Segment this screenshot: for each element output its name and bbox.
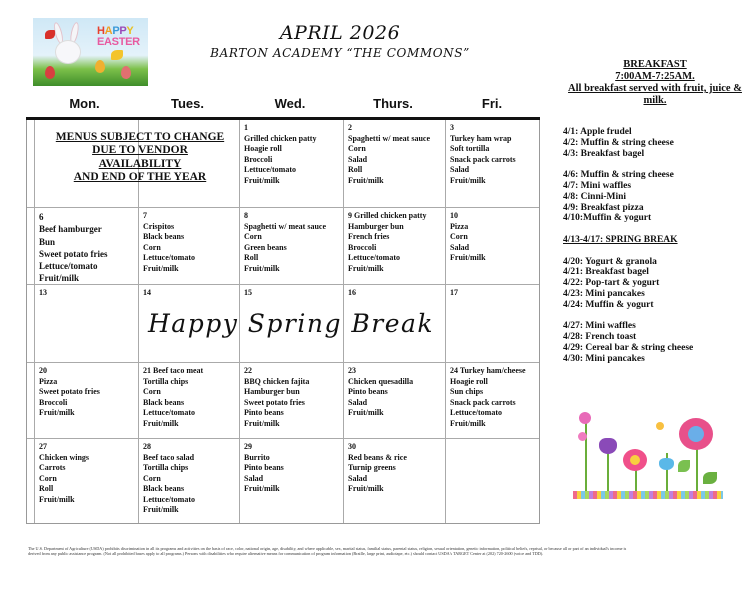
menu-item: Snack pack carrots — [450, 397, 516, 407]
menu-item: Fruit/milk — [348, 484, 384, 493]
menu-item: Black beans — [143, 397, 185, 407]
menu-item: Pinto beans — [348, 387, 388, 396]
menu-item: Salad — [348, 154, 368, 164]
menu-item: BBQ chicken fajita — [244, 376, 310, 386]
day-number: 8 — [244, 211, 248, 220]
menu-item: Pinto beans — [244, 463, 284, 472]
day-number: 1 — [244, 123, 248, 132]
menu-item: Hoagie roll — [244, 144, 282, 153]
day-cell-3 — [446, 120, 520, 189]
day-number: 30 — [348, 442, 356, 451]
menu-item: Fruit/milk — [143, 263, 179, 273]
day-number: 27 — [39, 442, 47, 451]
menu-item: Beef hamburger — [39, 224, 102, 235]
menu-item: Broccoli — [244, 154, 273, 164]
day-cell-15 — [240, 285, 256, 302]
breakfast-item: 4/3: Breakfast bagel — [563, 148, 645, 159]
menu-item: French fries — [348, 232, 390, 241]
menu-item: Carrots — [39, 463, 66, 472]
menu-item: Black beans — [143, 484, 185, 493]
easter-egg-icon — [95, 60, 105, 73]
day-cell-23 — [344, 363, 417, 422]
menu-item: Lettuce/tomato — [348, 253, 400, 262]
weekday-header-fri: Fri. — [481, 96, 503, 111]
menu-item: Fruit/milk — [244, 484, 280, 493]
menu-item: Sun chips — [450, 387, 484, 396]
menu-item: Hamburger bun — [244, 387, 300, 396]
menu-item: Grilled chicken patty — [244, 133, 317, 143]
breakfast-title: BREAKFAST — [623, 59, 687, 70]
menu-item: Corn — [450, 232, 468, 241]
menu-item: Corn — [348, 144, 366, 153]
day-cell-8 — [240, 208, 330, 277]
menu-item: Salad — [348, 473, 368, 483]
day-number: 29 — [244, 442, 252, 451]
flower-center-icon — [688, 426, 704, 442]
menu-item: Fruit/milk — [450, 418, 486, 428]
menu-item: Lettuce/tomato — [143, 408, 195, 417]
breakfast-item: 4/2: Muffin & string cheese — [563, 137, 674, 148]
menu-item: Roll — [348, 165, 363, 174]
menu-item: Turkey ham wrap — [450, 133, 512, 143]
menu-item: Pizza — [39, 376, 58, 386]
menu-item: Pinto beans — [244, 408, 284, 417]
tulip-icon — [599, 438, 617, 454]
breakfast-time: 7:00AM-7:25AM. — [615, 71, 695, 82]
menu-item: Bun — [39, 236, 56, 247]
day-cell-9 — [344, 208, 430, 277]
day-cell-6 — [35, 208, 111, 288]
breakfast-item: 4/22: Pop-tart & yogurt — [563, 278, 660, 289]
leaf-icon — [678, 460, 690, 472]
menu-item: Corn — [39, 473, 57, 483]
menu-item: Fruit/milk — [244, 263, 280, 273]
day-number: 20 — [39, 366, 47, 375]
menu-item: Beef taco salad — [143, 452, 195, 462]
menu-item: Broccoli — [39, 397, 68, 407]
day-number: 14 — [143, 288, 151, 297]
day-number: 7 — [143, 211, 147, 220]
menu-item: Tortilla chips — [143, 376, 189, 386]
day-cell-29 — [240, 439, 288, 498]
menu-item: Broccoli — [348, 242, 377, 252]
weekday-header-row — [26, 96, 540, 114]
menu-item: Fruit/milk — [39, 408, 75, 417]
day-number: 17 — [450, 288, 458, 297]
menu-item: Salad — [244, 473, 264, 483]
breakfast-spring-break: 4/13-4/17: SPRING BREAK — [563, 234, 678, 245]
day-cell-1 — [240, 120, 320, 189]
menu-item: Burrito — [244, 452, 270, 462]
menu-item: Fruit/milk — [244, 418, 280, 428]
menu-item: Black beans — [143, 232, 185, 241]
day-number: 2 — [348, 123, 352, 132]
day-cell-14 — [139, 285, 155, 302]
breakfast-item: 4/8: Cinni-Mini — [563, 191, 627, 202]
breakfast-heading — [560, 59, 750, 107]
menu-item: Red beans & rice — [348, 452, 407, 462]
menu-item: Sweet potato fries — [244, 397, 305, 407]
day-number: 23 — [348, 366, 356, 375]
day-cell-16 — [344, 285, 360, 302]
menu-item: Lettuce/tomato — [143, 494, 195, 504]
butterfly-icon — [656, 422, 664, 430]
day-cell-2 — [344, 120, 434, 189]
menu-item: Roll — [244, 253, 259, 262]
day-cell-28 — [139, 439, 199, 519]
menu-item: Roll — [39, 484, 54, 493]
menu-item: Fruit/milk — [348, 175, 384, 185]
menu-item: Tortilla chips — [143, 463, 189, 472]
menu-item: Chicken wings — [39, 452, 90, 462]
breakfast-item: 4/23: Mini pancakes — [563, 288, 645, 299]
menu-change-notice — [40, 131, 240, 185]
day-number: 22 — [244, 366, 252, 375]
menu-item: Lettuce/tomato — [143, 253, 195, 262]
flower-stem-icon — [585, 416, 587, 491]
breakfast-item: 4/10:Muffin & yogurt — [563, 213, 652, 224]
menu-item: Pizza — [450, 221, 469, 231]
day-number: 13 — [39, 288, 47, 297]
day-number: 3 — [450, 123, 454, 132]
menu-item: Fruit/milk — [450, 175, 486, 185]
day-number: 9 Grilled chicken patty — [348, 211, 427, 220]
weekday-header-mon: Mon. — [69, 96, 100, 111]
day-number: 21 Beef taco meat — [143, 366, 204, 375]
butterfly-icon — [111, 50, 123, 60]
menu-item: Fruit/milk — [450, 253, 486, 262]
easter-egg-icon — [121, 66, 131, 79]
day-cell-10 — [446, 208, 490, 267]
day-number: 24 Turkey ham/cheese — [450, 366, 526, 375]
menu-item: Fruit/milk — [244, 175, 280, 185]
bunny-icon — [55, 40, 81, 64]
easter-egg-icon — [45, 66, 55, 79]
month-title: APRIL 2026 — [279, 22, 401, 44]
menu-item: Lettuce/tomato — [244, 165, 296, 174]
menu-item: Corn — [143, 473, 161, 483]
breakfast-item: 4/28: French toast — [563, 332, 637, 343]
flower-icon — [579, 412, 591, 424]
menu-item: Salad — [348, 397, 368, 407]
menu-item: Spaghetti w/ meat sauce — [244, 221, 326, 231]
menu-item: Corn — [143, 387, 161, 396]
notice-line: DUE TO VENDOR — [92, 144, 188, 157]
day-cell-30 — [344, 439, 411, 498]
spring-flowers-image — [573, 404, 723, 499]
day-cell-21 — [139, 363, 207, 432]
menu-item: Sweet potato fries — [39, 387, 100, 396]
footer-line: The U.S. Department of Agriculture (USDA) prohibits discrimination in all its programs and activities on the basis of race, color, national origin, age, disability, and where applicable, sex, marital status, familial status, parental status, religion, sexual orientation, genetic information, political beliefs, reprisal, or because all or part of an individual's income is — [28, 546, 627, 551]
day-number: 28 — [143, 442, 151, 451]
menu-item: Fruit/milk — [348, 263, 384, 273]
breakfast-item: 4/6: Muffin & string cheese — [563, 170, 674, 181]
day-number: 16 — [348, 288, 356, 297]
happy-easter-image — [33, 18, 148, 86]
menu-item: Snack pack carrots — [450, 154, 516, 164]
menu-item: Sweet potato fries — [39, 248, 108, 259]
spring-break-banner: Happy Spring Break — [148, 309, 435, 338]
notice-line: AND END OF THE YEAR — [73, 171, 207, 184]
menu-item: Fruit/milk — [143, 505, 179, 514]
day-cell-7 — [139, 208, 199, 277]
day-number: 15 — [244, 288, 252, 297]
breakfast-item: 4/21: Breakfast bagel — [563, 267, 649, 278]
weekday-header-tues: Tues. — [171, 96, 204, 111]
menu-item: Fruit/milk — [39, 273, 79, 284]
breakfast-item: 4/9: Breakfast pizza — [563, 202, 644, 213]
menu-item: Fruit/milk — [348, 408, 384, 417]
day-number: 10 — [450, 211, 458, 220]
menu-item: Green beans — [244, 242, 287, 252]
breakfast-item: 4/20: Yogurt & granola — [563, 256, 657, 267]
school-title: BARTON ACADEMY “THE COMMONS” — [210, 46, 470, 60]
leaf-icon — [703, 472, 717, 484]
breakfast-item: 4/1: Apple frudel — [563, 127, 632, 137]
day-cell-20 — [35, 363, 104, 422]
day-cell-27 — [35, 439, 93, 508]
menu-item: Soft tortilla — [450, 144, 490, 153]
breakfast-menu-list — [563, 127, 748, 365]
menu-item: Hamburger bun — [348, 221, 404, 231]
breakfast-item: 4/7: Mini waffles — [563, 180, 632, 191]
day-number: 6 — [39, 212, 44, 222]
menu-item: Turnip greens — [348, 463, 396, 472]
menu-item: Fruit/milk — [143, 418, 179, 428]
happy-easter-text: HAPPY EASTER — [97, 25, 140, 48]
flower-icon — [578, 432, 587, 441]
weekday-header-thurs: Thurs. — [373, 96, 413, 111]
striped-border — [573, 491, 723, 499]
menu-item: Chicken quesadilla — [348, 376, 414, 386]
menu-item: Salad — [450, 242, 470, 252]
menu-item: Lettuce/tomato — [450, 408, 502, 417]
notice-line: MENUS SUBJECT TO CHANGE — [55, 131, 225, 143]
footer-line: derived from any public assistance program. (Not all prohibited bases apply to all programs.) Persons with disabilities who require alternative means for communication of program information (Braille, large print, audiotape, etc.) should contact USDA's TARGET Center at (202) 720-2600 (voice and TDD). — [28, 551, 544, 557]
day-cell-17 — [446, 285, 462, 302]
menu-item: Corn — [244, 232, 262, 241]
weekday-header-wed: Wed. — [274, 96, 306, 111]
breakfast-item: 4/29: Cereal bar & string cheese — [563, 342, 694, 353]
usda-nondiscrimination-statement — [28, 546, 728, 557]
day-cell-13 — [35, 285, 51, 302]
notice-line: AVAILABILITY — [98, 157, 182, 170]
breakfast-item: 4/24: Muffin & yogurt — [563, 299, 654, 310]
day-cell-24 — [446, 363, 530, 432]
day-cell-22 — [240, 363, 313, 432]
butterfly-icon — [45, 30, 55, 39]
menu-item: Lettuce/tomato — [39, 261, 98, 272]
flower-center-icon — [630, 455, 640, 465]
breakfast-item: 4/30: Mini pancakes — [563, 353, 645, 364]
breakfast-note: All breakfast served with fruit, juice & milk. — [568, 83, 742, 106]
menu-item: Crispitos — [143, 221, 175, 231]
menu-item: Hoagie roll — [450, 376, 488, 386]
menu-item: Spaghetti w/ meat sauce — [348, 133, 430, 143]
menu-item: Salad — [450, 165, 470, 174]
breakfast-item: 4/27: Mini waffles — [563, 321, 636, 332]
menu-item: Fruit/milk — [39, 494, 75, 504]
menu-item: Corn — [143, 242, 161, 252]
tulip-icon — [659, 458, 674, 470]
